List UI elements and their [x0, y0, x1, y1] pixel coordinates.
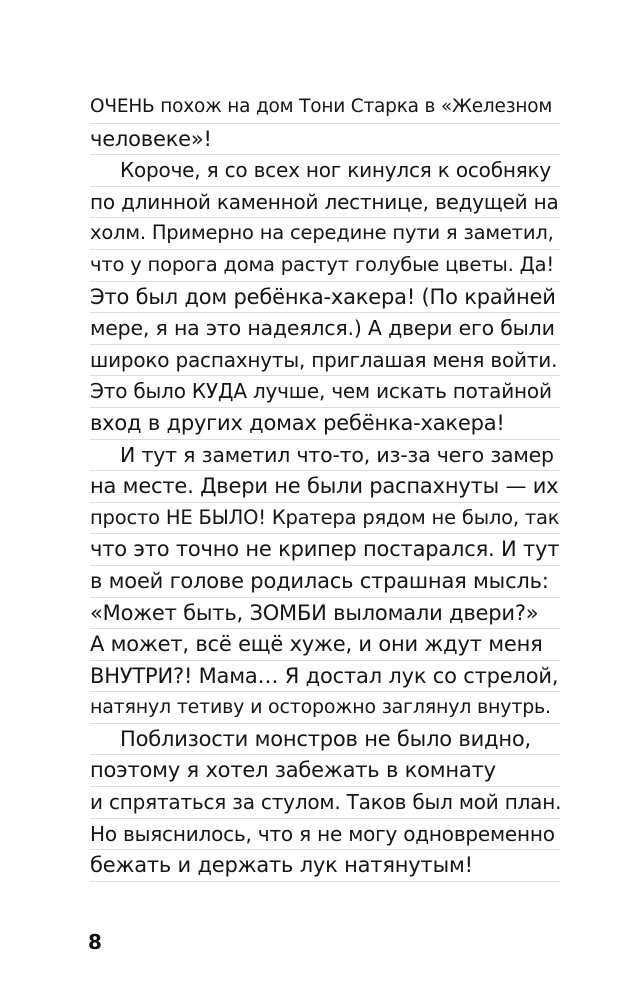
text-line: Но выяснилось, что я не могу одновременно [90, 819, 560, 851]
text-line: поэтому я хотел забежать в комнату [90, 755, 560, 787]
text-line: человеке»! [90, 124, 560, 156]
text-line: натянул тетиву и осторожно заглянул внутрь. [90, 692, 560, 724]
text-line: в моей голове родилась страшная мысль: [90, 566, 560, 598]
text-line: просто НЕ БЫЛО! Кратера рядом не было, так [90, 503, 560, 535]
text-line: холм. Примерно на середине пути я заметил, [90, 218, 560, 250]
text-line: А может, всё ещё хуже, и они ждут меня [90, 629, 560, 661]
text-line: и спрятаться за стулом. Таков был мой план. [90, 787, 560, 819]
text-line: что это точно не крипер постарался. И тут [90, 534, 560, 566]
text-line: Это было КУДА лучше, чем искать потайной [90, 376, 560, 408]
text-line: бежать и держать лук натянутым! [90, 850, 560, 882]
text-line: широко распахнуты, приглашая меня войти. [90, 345, 560, 377]
text-line: Это был дом ребёнка-хакера! (По крайней [90, 282, 560, 314]
text-line: что у порога дома растут голубые цветы. Да! [90, 250, 560, 282]
text-line: мере, я на это надеялся.) А двери его были [90, 313, 560, 345]
text-line: на месте. Двери не были распахнуты — их [90, 471, 560, 503]
text-line: по длинной каменной лестнице, ведущей на [90, 187, 560, 219]
text-line: И тут я заметил что-то, из-за чего замер [90, 440, 560, 472]
text-line: ВНУТРИ?! Мама… Я достал лук со стрелой, [90, 661, 560, 693]
page-number: 8 [88, 930, 102, 954]
ruled-text-block [90, 92, 560, 882]
text-line: Короче, я со всех ног кинулся к особняку [90, 155, 560, 187]
text-line: «Может быть, ЗОМБИ выломали двери?» [90, 598, 560, 630]
text-line: ОЧЕНЬ похож на дом Тони Старка в «Железном [90, 92, 560, 124]
text-line: вход в других домах ребёнка-хакера! [90, 408, 560, 440]
text-line: Поблизости монстров не было видно, [90, 724, 560, 756]
